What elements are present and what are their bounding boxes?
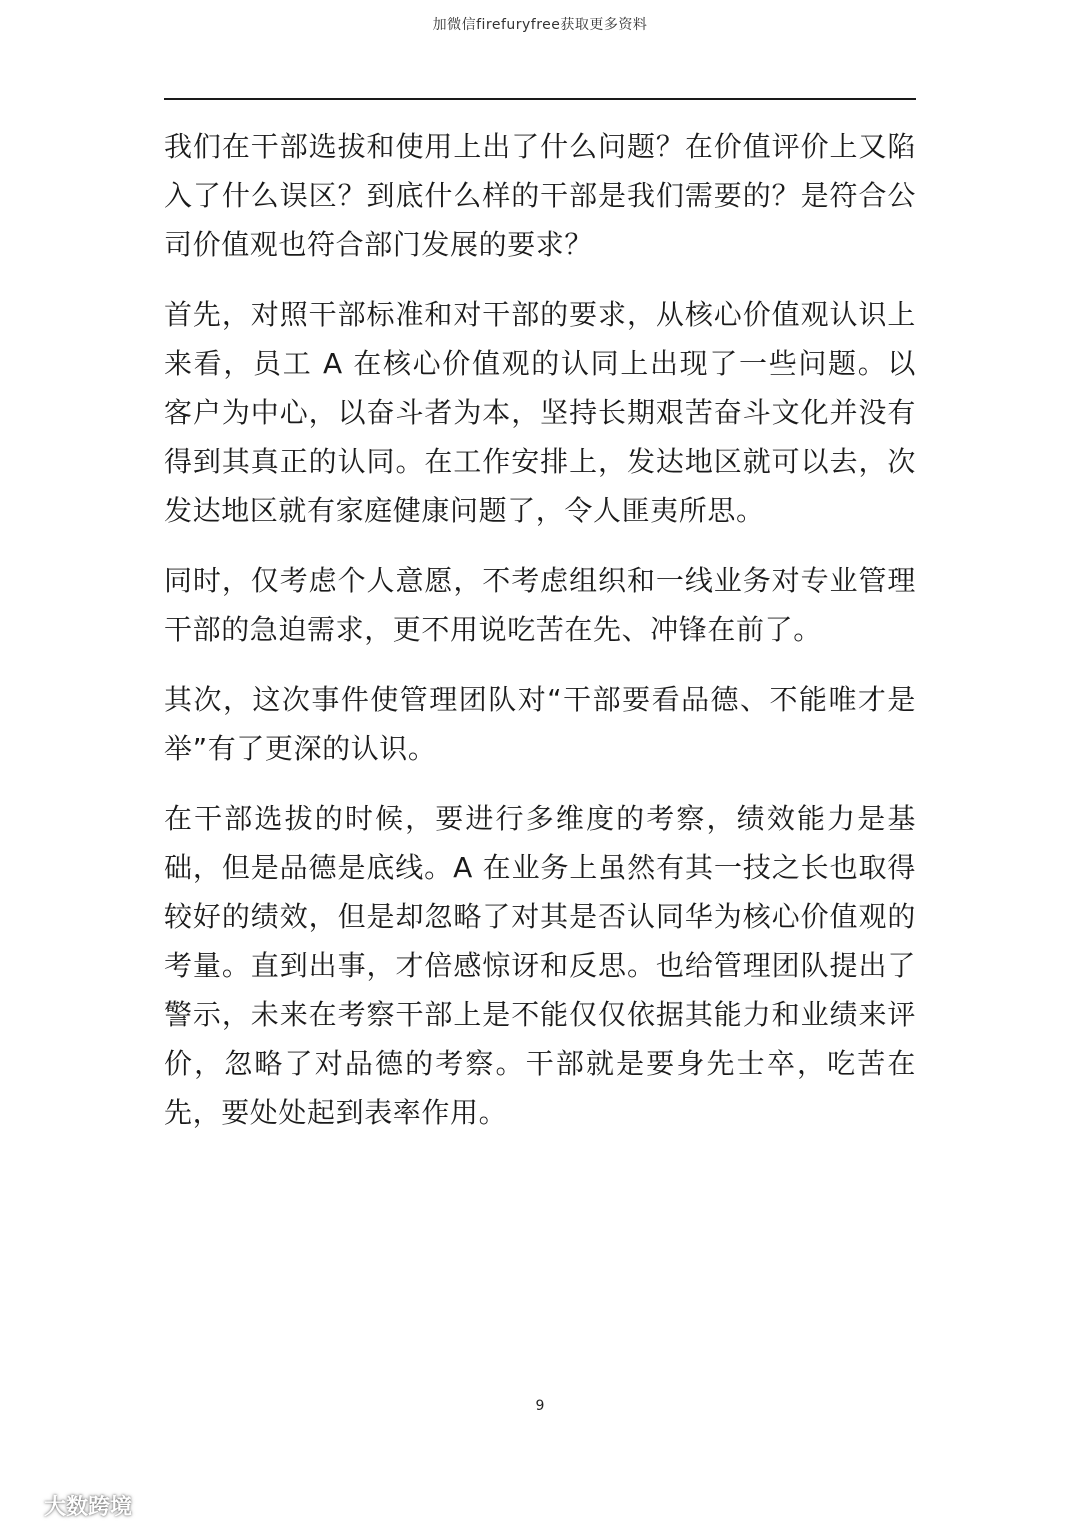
page-number: 9	[535, 1398, 545, 1414]
paragraph-4: 其次，这次事件使管理团队对“干部要看品德、不能唯才是举”有了更深的认识。	[164, 683, 916, 765]
paragraph-2: 首先，对照干部标准和对干部的要求，从核心价值观认识上来看，员工 A 在核心价值观的认同上出现了一些问题。以客户为中心，以奋斗者为本，坚持长期艰苦奋斗文化并没有得到其真正的认同。在工作安排上，发达地区就可以去，次发达地区就有家庭健康问题了，令人匪夷所思。	[164, 298, 916, 527]
watermark-text: 大数跨境	[44, 1494, 133, 1520]
paragraph-5: 在干部选拔的时候，要进行多维度的考察，绩效能力是基础，但是品德是底线。A 在业务上虽然有其一技之长也取得较好的绩效，但是却忽略了对其是否认同华为核心价值观的考量。直到出事，才倍感惊讶和反思。也给管理团队提出了警示，未来在考察干部上是不能仅仅依据其能力和业绩来评价，忽略了对品德的考察。干部就是要身先士卒，吃苦在先，要处处起到表率作用。	[164, 802, 916, 1129]
paragraph-1: 我们在干部选拔和使用上出了什么问题？在价值评价上又陷入了什么误区？到底什么样的干部是我们需要的？是符合公司价值观也符合部门发展的要求？	[164, 130, 916, 261]
header-divider	[164, 98, 916, 100]
page-header: 加微信firefuryfree获取更多资料	[432, 17, 648, 33]
weibo-logo-icon	[4, 1491, 38, 1519]
watermark	[4, 1488, 132, 1522]
paragraph-3: 同时，仅考虑个人意愿，不考虑组织和一线业务对专业管理干部的急迫需求，更不用说吃苦在先、冲锋在前了。	[164, 564, 916, 646]
document-body	[164, 122, 916, 1137]
